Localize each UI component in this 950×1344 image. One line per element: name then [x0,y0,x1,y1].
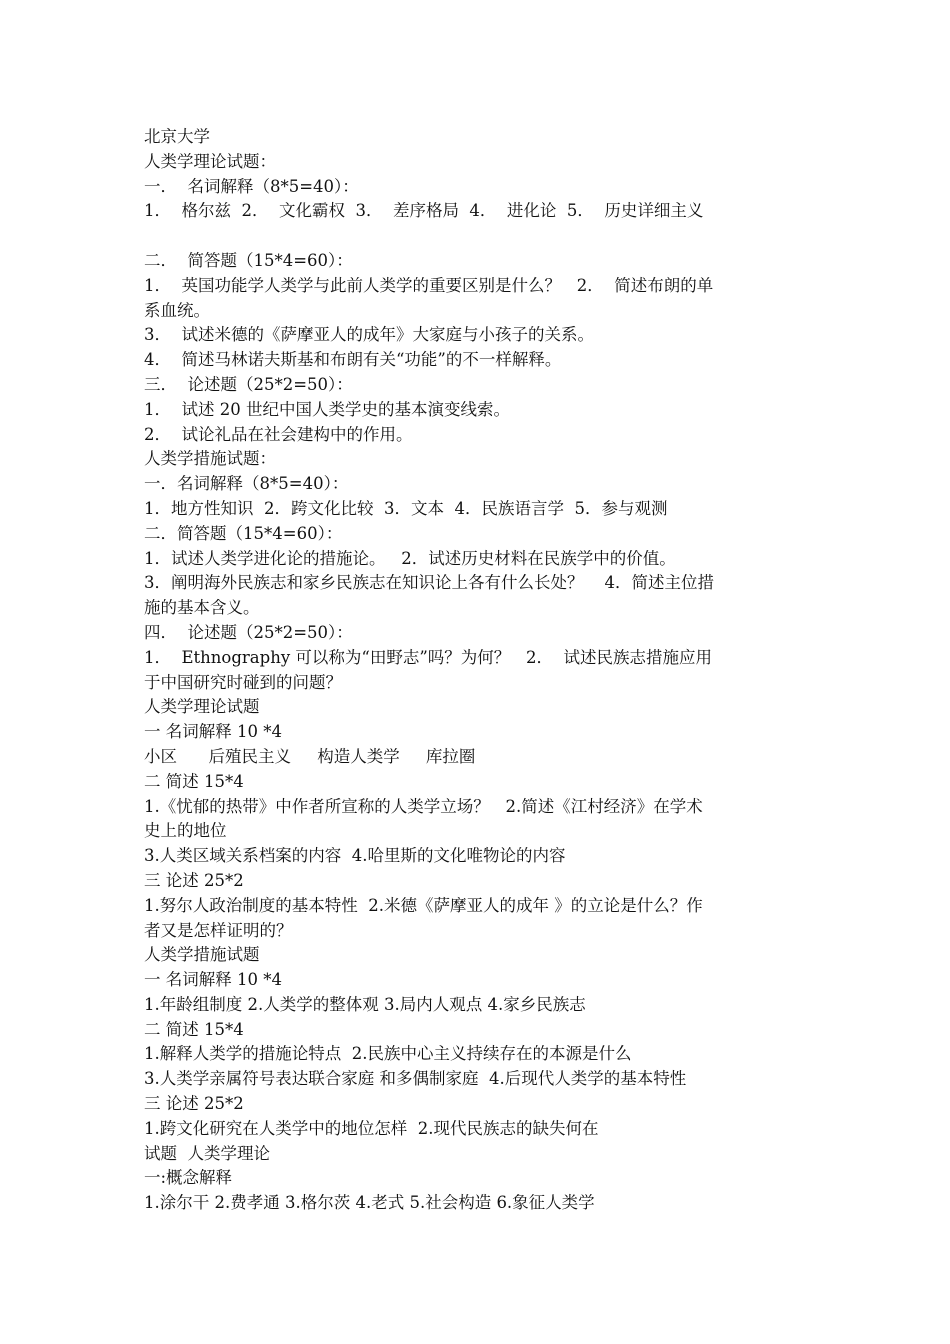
document-page [144,125,814,1216]
section-heading: 二． 简答题（15*4=60）： [144,250,353,270]
question-line: 1．地方性知识 2．跨文化比较 3．文本 4．民族语言学 5．参与观测 [144,498,668,518]
question-line: 1． 试述 20 世纪中国人类学史的基本演变线索。 [144,399,510,419]
question-line: 施的基本含义。 [144,598,260,618]
question-line: 3． 试述米德的《萨摩亚人的成年》大家庭与小孩子的关系。 [144,325,594,345]
section-heading: 一． 名词解释（8*5=40）： [144,176,359,196]
exam-title: 人类学理论试题 [144,697,260,717]
section-heading: 二 简述 15*4 [144,1019,244,1039]
section-heading: 三 论述 25*2 [144,1094,244,1114]
question-line: 1． 英国功能学人类学与此前人类学的重要区别是什么？ 2． 简述布朗的单 [144,275,714,295]
exam-title: 人类学措施试题 [144,945,260,965]
section-heading: 二．简答题（15*4=60）： [144,523,343,543]
exam-title: 人类学措施试题： [144,449,276,469]
question-line: 小区 后殖民主义 构造人类学 库拉圈 [144,746,476,766]
exam-title: 人类学理论试题： [144,151,276,171]
question-line: 者又是怎样证明的？ [144,920,293,940]
question-line: 1.年龄组制度 2.人类学的整体观 3.局内人观点 4.家乡民族志 [144,994,586,1014]
question-line: 1.解释人类学的措施论特点 2.民族中心主义持续存在的本源是什么 [144,1044,632,1064]
question-line: 4． 简述马林诺夫斯基和布朗有关“功能”的不一样解释。 [144,350,562,370]
school-title: 北京大学 [144,127,210,146]
section-heading: 一 名词解释 10 *4 [144,722,282,742]
blank-line [144,224,814,249]
question-line: 3.人类区域关系档案的内容 4.哈里斯的文化唯物论的内容 [144,846,566,866]
question-line: 1．试述人类学进化论的措施论。 2．试述历史材料在民族学中的价值。 [144,548,676,568]
question-line: 1． Ethnography 可以称为“田野志”吗？为何？ 2． 试述民族志措施应用 [144,647,712,667]
question-line: 2． 试论礼品在社会建构中的作用。 [144,424,413,444]
question-line: 3．阐明海外民族志和家乡民族志在知识论上各有什么长处？ 4．简述主位措 [144,573,714,593]
question-line: 1.涂尔干 2.费孝通 3.格尔茨 4.老式 5.社会构造 6.象征人类学 [144,1193,595,1213]
section-heading: 二 简述 15*4 [144,771,244,791]
section-heading: 四． 论述题（25*2=50）： [144,622,353,642]
question-line: 史上的地位 [144,821,227,841]
section-heading: 三 论述 25*2 [144,870,244,890]
question-line: 系血统。 [144,300,210,320]
section-heading: 一:概念解释 [144,1168,233,1188]
exam-title: 试题 人类学理论 [144,1143,270,1163]
question-line: 1.《忧郁的热带》中作者所宣称的人类学立场？ 2.简述《江村经济》在学术 [144,796,703,816]
question-line: 1.跨文化研究在人类学中的地位怎样 2.现代民族志的缺失何在 [144,1118,599,1138]
section-heading: 一．名词解释（8*5=40）： [144,474,349,494]
question-line: 1． 格尔兹 2． 文化霸权 3． 差序格局 4． 进化论 5． 历史详细主义 [144,201,704,221]
question-line: 于中国研究时碰到的问题？ [144,672,342,692]
question-line: 3.人类学亲属符号表达联合家庭 和多偶制家庭 4.后现代人类学的基本特性 [144,1069,687,1089]
section-heading: 三． 论述题（25*2=50）： [144,374,353,394]
section-heading: 一 名词解释 10 *4 [144,970,282,990]
question-line: 1.努尔人政治制度的基本特性 2.米德《萨摩亚人的成年 》的立论是什么？作 [144,895,703,915]
